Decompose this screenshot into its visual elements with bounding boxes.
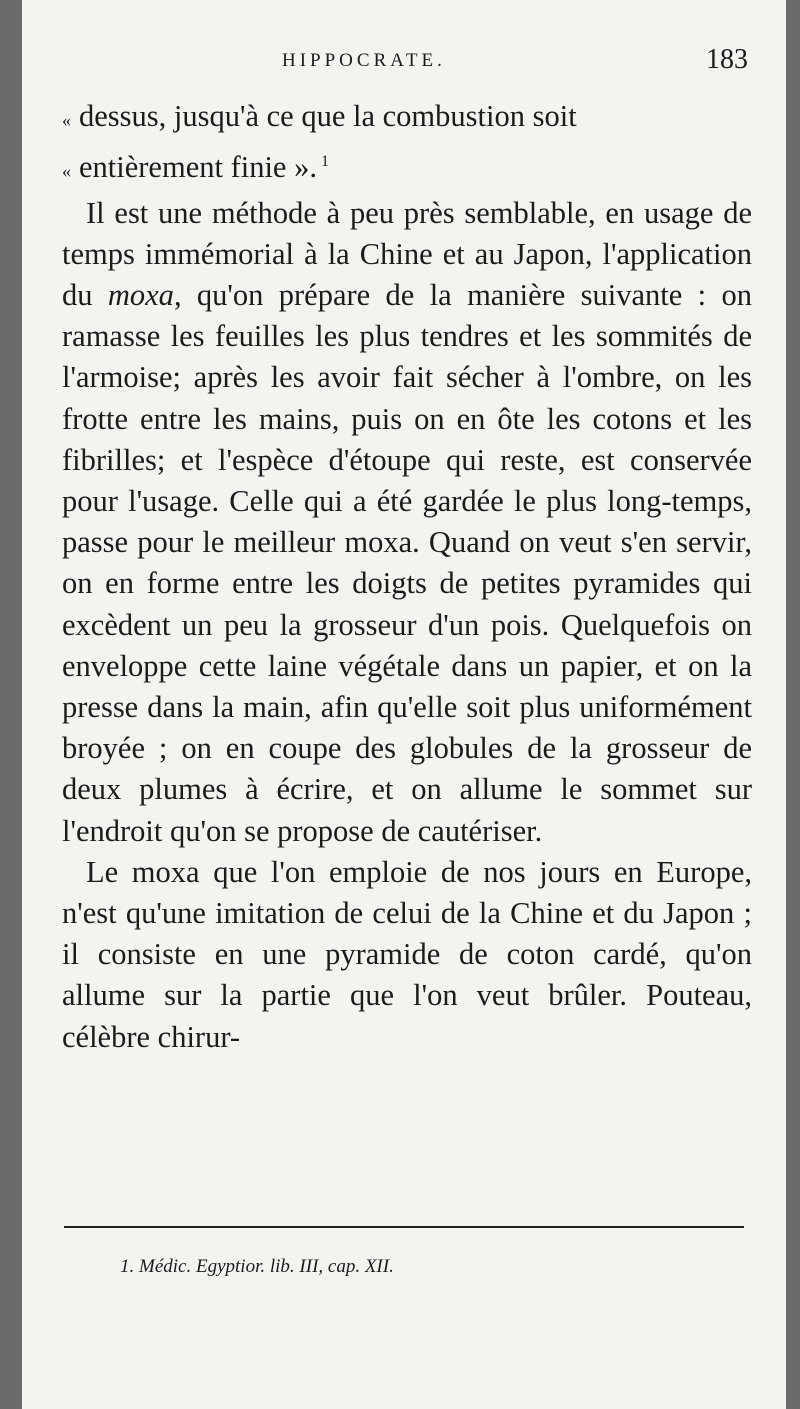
quote-mark: « xyxy=(62,161,71,182)
paragraph-3: Le moxa que l'on emploie de nos jours en Europe, n'est qu'une imitation de celui de la Chine et du Japon ; il consiste en une pyramide de coton cardé, qu'on allume sur la partie que l'on veut brûler. Pouteau, célèbre chirur- xyxy=(62,854,752,1054)
paragraph-2-text-b: , qu'on prépare de la manière suivante : on ramasse les feuilles les plus tendres et les sommités de l'armoise; après les avoir fait sécher à l'ombre, on les frotte entre les mains, puis on en ôte les cotons et les fibrilles; et l'espèce d'étoupe qui reste, est conservée pour l'usage. Celle qui a été gardée le plus long-temps, passe pour le meilleur moxa. Quand on veut s'en servir, on en forme entre les doigts de petites pyramides qui excèdent un peu la grosseur d'un pois. Quelquefois on enveloppe cette laine végétale dans un papier, et on la presse dans la main, afin qu'elle soit plus uniformément broyée ; on en coupe des globules de la grosseur de deux plumes à écrire, et on allume le sommet sur l'endroit qu'on se propose de cautériser. xyxy=(62,277,752,848)
paragraph-2-text-a: Il est une méthode à peu près semblable, en usage de temps immémorial à la Chine et au Japon, l'application du xyxy=(62,195,752,312)
quote-mark: « xyxy=(62,110,71,130)
page-header xyxy=(22,44,786,84)
paragraph-2-italic-term: moxa xyxy=(107,277,174,312)
footnote-rule xyxy=(64,1226,744,1228)
paragraph-1-line-2: entièrement finie ». xyxy=(79,150,317,185)
book-page xyxy=(22,0,786,1409)
paragraph-1 xyxy=(62,96,752,193)
paragraph-1-line-1: dessus, jusqu'à ce que la combustion soit xyxy=(79,99,577,133)
paragraph-2 xyxy=(62,193,752,852)
page-body xyxy=(62,96,752,1058)
running-title: HIPPOCRATE. xyxy=(282,50,446,71)
footnote-reference: 1 xyxy=(320,153,329,171)
footnote: 1. Médic. Egyptior. lib. III, cap. XII. xyxy=(120,1256,394,1277)
page-number: 183 xyxy=(706,44,748,75)
